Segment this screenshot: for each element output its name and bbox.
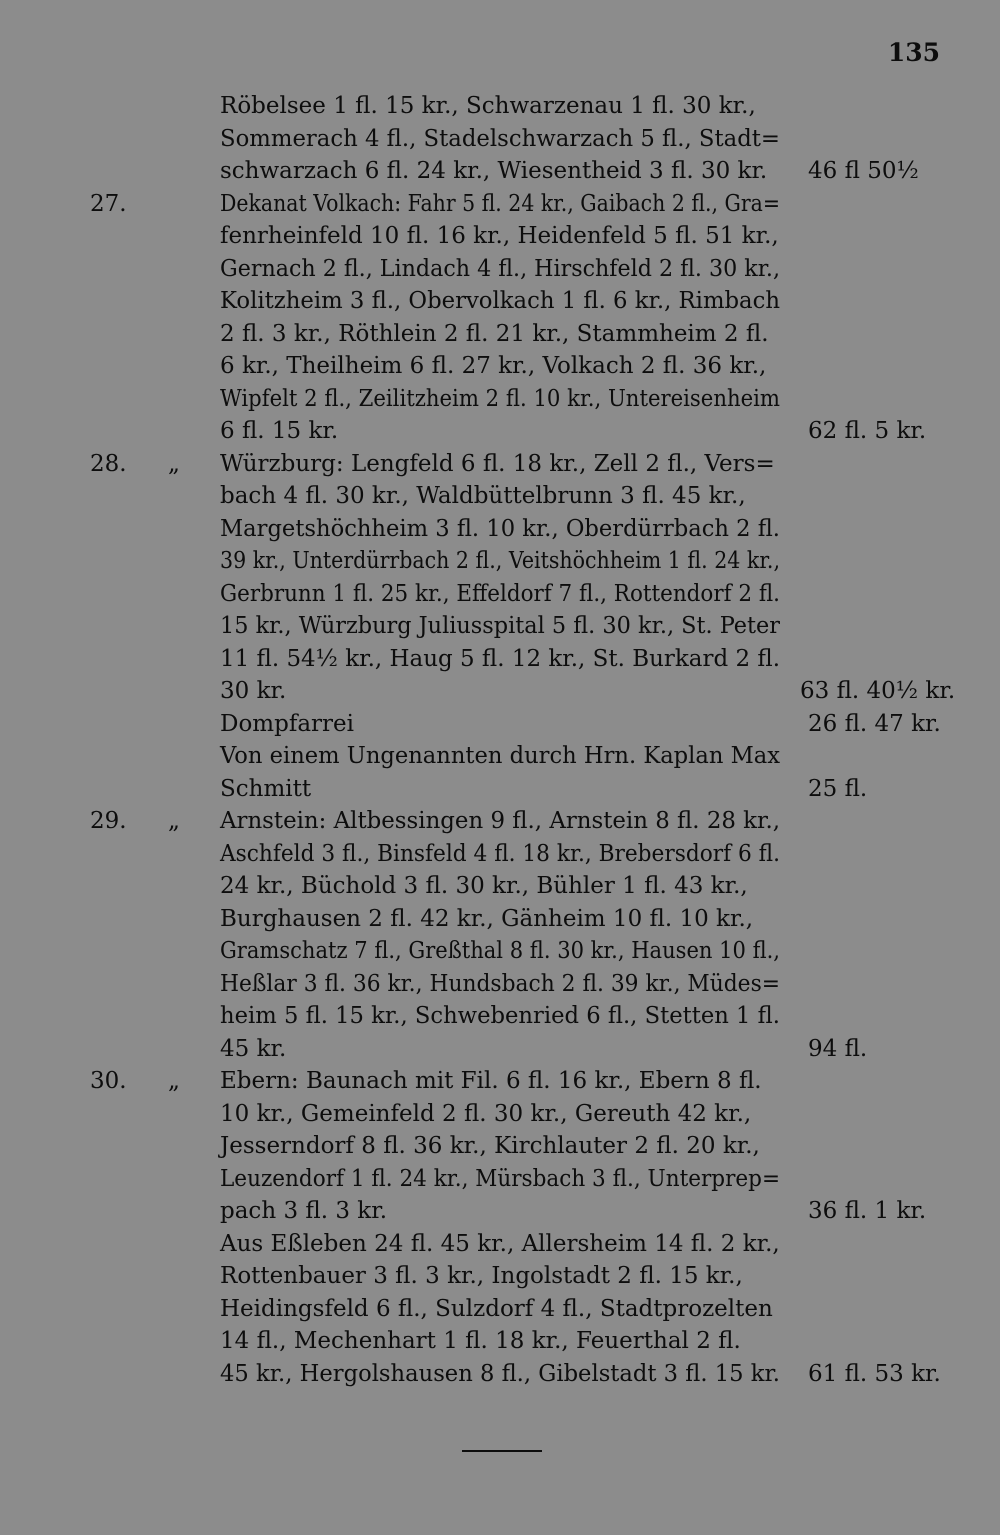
entry-line: Aus Eßleben 24 fl. 45 kr., Allersheim 14 fl. 2 kr., xyxy=(220,1230,780,1257)
page-number: 135 xyxy=(887,38,940,67)
entry-line: 11 fl. 54½ kr., Haug 5 fl. 12 kr., St. Burkard 2 fl. xyxy=(220,645,780,672)
entry-deanery-ebern xyxy=(0,1065,1000,1228)
entry-line: Aschfeld 3 fl., Binsfeld 4 fl. 18 kr., Brebersdorf 6 fl. xyxy=(220,840,780,867)
entry-line: Gramschatz 7 fl., Greßthal 8 fl. 30 kr., Hausen 10 fl., xyxy=(220,938,780,964)
donation-list xyxy=(0,90,1000,1390)
entry-line: schwarzach 6 fl. 24 kr., Wiesentheid 3 fl. 30 kr. 46 fl 50½ xyxy=(220,155,790,188)
ditto-mark: „ xyxy=(168,808,180,834)
entry-deanery-volkach xyxy=(0,188,1000,448)
entry-line: 45 kr. 94 fl. xyxy=(220,1033,790,1066)
entry-line: pach 3 fl. 3 kr. 36 fl. 1 kr. xyxy=(220,1195,790,1228)
end-rule xyxy=(462,1450,542,1452)
entry-sum: 94 fl. xyxy=(808,1035,868,1062)
entry-line: Leuzendorf 1 fl. 24 kr., Mürsbach 3 fl., Unterprep= xyxy=(220,1165,780,1192)
entry-line: 6 kr., Theilheim 6 fl. 27 kr., Volkach 2 fl. 36 kr., xyxy=(220,353,767,379)
entry-line: Schmitt 25 fl. xyxy=(220,773,790,806)
entry-number: 30. xyxy=(90,1068,127,1094)
entry-line: heim 5 fl. 15 kr., Schwebenried 6 fl., Stetten 1 fl. xyxy=(220,1003,780,1029)
entry-line: 39 kr., Unterdürrbach 2 fl., Veitshöchheim 1 fl. 24 kr., xyxy=(220,548,780,574)
entry-line: Margetshöchheim 3 fl. 10 kr., Oberdürrbach 2 fl. xyxy=(220,515,780,542)
entry-line: Gerbrunn 1 fl. 25 kr., Effeldorf 7 fl., Rottendorf 2 fl. xyxy=(220,580,780,607)
entry-line: Von einem Ungenannten durch Hrn. Kaplan Max xyxy=(220,743,780,769)
entry-line: 30 kr. 63 fl. 40½ kr. xyxy=(220,675,790,708)
entry-number: 28. xyxy=(90,450,127,477)
entry-line: Heidingsfeld 6 fl., Sulzdorf 4 fl., Stadtprozelten xyxy=(220,1295,773,1322)
entry-line: Arnstein: Altbessingen 9 fl., Arnstein 8 fl. 28 kr., xyxy=(220,808,780,834)
entry-line: 10 kr., Gemeinfeld 2 fl. 30 kr., Gereuth 42 kr., xyxy=(220,1100,752,1127)
ditto-mark: „ xyxy=(168,450,180,477)
entry-line: 6 fl. 15 kr. 62 fl. 5 kr. xyxy=(220,415,790,448)
entry-line: Burghausen 2 fl. 42 kr., Gänheim 10 fl. 10 kr., xyxy=(220,905,754,932)
entry-continuation xyxy=(0,90,1000,188)
entry-sum: 63 fl. 40½ kr. xyxy=(800,678,956,704)
entry-line: Gernach 2 fl., Lindach 4 fl., Hirschfeld 2 fl. 30 kr., xyxy=(220,255,780,282)
entry-line: fenrheinfeld 10 fl. 16 kr., Heidenfeld 5 fl. 51 kr., xyxy=(220,223,779,249)
entry-number: 29. xyxy=(90,808,127,834)
entry-line: Dompfarrei 26 fl. 47 kr. xyxy=(220,708,790,741)
entry-line: Heßlar 3 fl. 36 kr., Hundsbach 2 fl. 39 kr., Müdes= xyxy=(220,970,780,997)
entry-number: 27. xyxy=(90,190,127,217)
entry-anonymous xyxy=(0,740,1000,805)
entry-various-parishes xyxy=(0,1228,1000,1391)
entry-sum: 61 fl. 53 kr. xyxy=(808,1360,941,1387)
entry-deanery-wuerzburg xyxy=(0,448,1000,708)
entry-line: Sommerach 4 fl., Stadelschwarzach 5 fl., Stadt= xyxy=(220,125,780,152)
entry-dompfarrei xyxy=(0,708,1000,741)
ditto-mark: „ xyxy=(168,1068,180,1094)
entry-line: Ebern: Baunach mit Fil. 6 fl. 16 kr., Ebern 8 fl. xyxy=(220,1068,762,1094)
entry-line: Dekanat Volkach: Fahr 5 fl. 24 kr., Gaibach 2 fl., Gra= xyxy=(220,190,780,217)
entry-sum: 46 fl 50½ xyxy=(808,158,919,184)
entry-line: Röbelsee 1 fl. 15 kr., Schwarzenau 1 fl. 30 kr., xyxy=(220,93,756,119)
entry-sum: 36 fl. 1 kr. xyxy=(808,1198,927,1224)
entry-sum: 26 fl. 47 kr. xyxy=(808,710,941,737)
entry-line: Wipfelt 2 fl., Zeilitzheim 2 fl. 10 kr., Untereisenheim xyxy=(220,385,780,412)
entry-line: Jesserndorf 8 fl. 36 kr., Kirchlauter 2 fl. 20 kr., xyxy=(220,1133,760,1159)
entry-line: 2 fl. 3 kr., Röthlein 2 fl. 21 kr., Stammheim 2 fl. xyxy=(220,320,769,347)
entry-sum: 25 fl. xyxy=(808,775,868,802)
entry-line: Rottenbauer 3 fl. 3 kr., Ingolstadt 2 fl. 15 kr., xyxy=(220,1263,743,1289)
entry-line: Kolitzheim 3 fl., Obervolkach 1 fl. 6 kr., Rimbach xyxy=(220,288,780,314)
entry-line: 14 fl., Mechenhart 1 fl. 18 kr., Feuerthal 2 fl. xyxy=(220,1328,741,1354)
entry-line: 45 kr., Hergolshausen 8 fl., Gibelstadt 3 fl. 15 kr. 61 fl. 53 kr. xyxy=(220,1358,790,1391)
entry-sum: 62 fl. 5 kr. xyxy=(808,418,927,444)
entry-line: 24 kr., Büchold 3 fl. 30 kr., Bühler 1 fl. 43 kr., xyxy=(220,873,748,899)
entry-line: Würzburg: Lengfeld 6 fl. 18 kr., Zell 2 fl., Vers= xyxy=(220,450,775,477)
entry-line: 15 kr., Würzburg Juliusspital 5 fl. 30 kr., St. Peter xyxy=(220,613,780,639)
entry-line: bach 4 fl. 30 kr., Waldbüttelbrunn 3 fl. 45 kr., xyxy=(220,483,746,509)
entry-deanery-arnstein xyxy=(0,805,1000,1065)
